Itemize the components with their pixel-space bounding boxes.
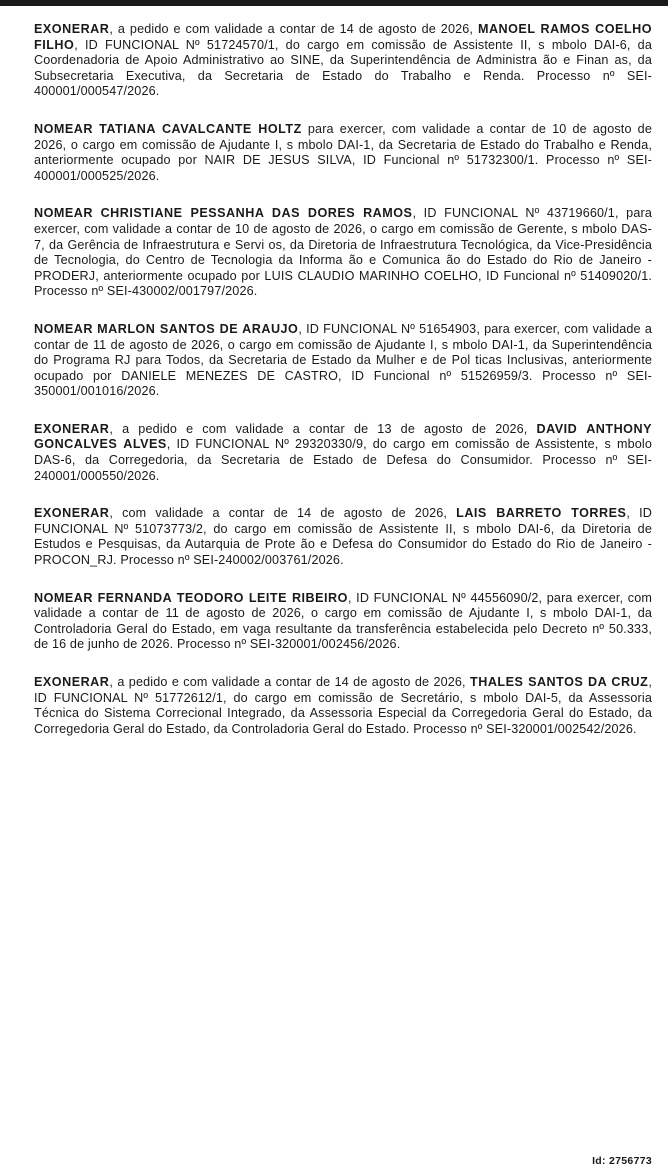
act-text-body: para exercer, com validade a contar de 10 de agosto de 2026, o cargo em comissão de Ajudante I, s mbolo DAI-1, da Secretaria de Estado do Trabalho e Renda, anteriormente ocupado por NAIR DE JESUS SILVA, ID Funcional nº 51732300/1. Processo nº SEI-400001/000525/2026. xyxy=(34,121,652,183)
act-action: NOMEAR xyxy=(34,121,93,136)
act-text-body: , ID FUNCIONAL Nº 51724570/1, do cargo em comissão de Assistente II, s mbolo DAI-6, da Coordenadoria de Apoio Administrativo ao SINE, da Superintendência de Administra ão e Finan as, da Subsecretaria Executiva, da Secretaria de Estado do Trabalho e Renda. Processo nº SEI-400001/000547/2026. xyxy=(34,37,652,99)
act-action: EXONERAR xyxy=(34,22,110,36)
act-text-lead: , com validade a contar de 14 de agosto de 2026, xyxy=(109,506,457,521)
act-text-body: , ID FUNCIONAL Nº 29320330/9, do cargo em comissão de Assistente, s mbolo DAS-6, da Corregedoria, da Secretaria de Estado de Defesa do Consumidor. Processo nº SEI-240001/000550/2026. xyxy=(34,437,652,483)
act-text-lead: , a pedido e com validade a contar de 14 de agosto de 2026, xyxy=(109,22,478,36)
document-id: Id: 2756773 xyxy=(592,1155,652,1167)
document-column xyxy=(34,22,652,759)
act-text-body: , ID FUNCIONAL Nº 51073773/2, do cargo em comissão de Assistente II, s mbolo DAI-6, da Diretoria de Estudos e Pesquisas, da Autarquia de Prote ão e Defesa do Consumidor do Estado do Rio de Janeiro - PROCON_RJ. Processo nº SEI-240002/003761/2026. xyxy=(34,506,652,568)
act-entry xyxy=(34,122,652,184)
act-text-body: , ID FUNCIONAL Nº 44556090/2, para exercer, com validade a contar de 11 de agosto de 2026, o cargo em comissão de Ajudante I, s mbolo DAI-1, da Controladoria Geral do Estado, em vaga resultante da transferência estabelecida pelo Decreto nº 50.333, de 16 de junho de 2026. Processo nº SEI-320001/002456/2026. xyxy=(34,590,652,652)
act-person-name: TATIANA CAVALCANTE HOLTZ xyxy=(99,121,302,136)
act-person-name: CHRISTIANE PESSANHA DAS DORES RAMOS xyxy=(100,206,413,221)
act-person-name: MARLON SANTOS DE ARAUJO xyxy=(97,321,299,336)
act-text-lead: , a pedido e com validade a contar de 14 de agosto de 2026, xyxy=(109,675,471,689)
act-text-body: , ID FUNCIONAL Nº 51772612/1, do cargo em comissão de Secretário, s mbolo DAI-5, da Assessoria Técnica do Sistema Correcional Integrado, da Assessoria Especial da Corregedoria Geral do Estado, da Corregedoria Geral do Estado, da Controladoria Geral do Estado. Processo nº SEI-320001/002542/2026. xyxy=(34,675,652,736)
act-person-name: LAIS BARRETO TORRES xyxy=(456,506,627,521)
act-entry xyxy=(34,322,652,400)
act-person-name: MANOEL RAMOS COELHO FILHO xyxy=(34,22,652,52)
act-text-body: , ID FUNCIONAL Nº 43719660/1, para exercer, com validade a contar de 10 de agosto de 2026, o cargo em comissão de Gerente, s mbolo DAS-7, da Gerência de Infraestrutura e Servi os, da Diretoria de Infraestrutura Tecnológica, da Vice-Presidência de Tecnologia, do Centro de Tecnologia da Informa ão e Comunica ão do Estado do Rio de Janeiro - PRODERJ, anteriormente ocupado por LUIS CLAUDIO MARINHO COELHO, ID Funcional nº 51409020/1. Processo nº SEI-430002/001797/2026. xyxy=(34,206,652,299)
act-text-body: , ID FUNCIONAL Nº 51654903, para exercer, com validade a contar de 11 de agosto de 2026, o cargo em comissão de Ajudante I, s mbolo DAI-1, da Superintendência do Programa RJ para Todos, da Secretaria de Estado da Mulher e de Pol ticas Inclusivas, anteriormente ocupado por DANIELE MENEZES DE CASTRO, ID Funcional nº 51526959/3. Processo nº SEI-350001/001016/2026. xyxy=(34,321,653,399)
act-person-name: DAVID ANTHONY GONCALVES ALVES xyxy=(34,421,652,452)
act-action: NOMEAR xyxy=(34,321,93,336)
act-action: EXONERAR xyxy=(34,675,110,689)
act-action: NOMEAR xyxy=(34,206,93,221)
act-entry xyxy=(34,206,652,300)
top-rule xyxy=(0,0,668,6)
act-action: EXONERAR xyxy=(34,421,110,436)
act-action: EXONERAR xyxy=(34,506,110,521)
act-entry xyxy=(34,675,652,737)
act-entry xyxy=(34,506,652,568)
act-person-name: FERNANDA TEODORO LEITE RIBEIRO xyxy=(97,590,348,605)
act-text-lead xyxy=(93,206,101,220)
act-text-lead: , a pedido e com validade a contar de 13 de agosto de 2026, xyxy=(109,421,537,436)
act-entry xyxy=(34,422,652,484)
act-entry xyxy=(34,591,652,653)
act-person-name: THALES SANTOS DA CRUZ xyxy=(470,675,649,689)
act-entry xyxy=(34,22,652,100)
act-action: NOMEAR xyxy=(34,590,93,605)
